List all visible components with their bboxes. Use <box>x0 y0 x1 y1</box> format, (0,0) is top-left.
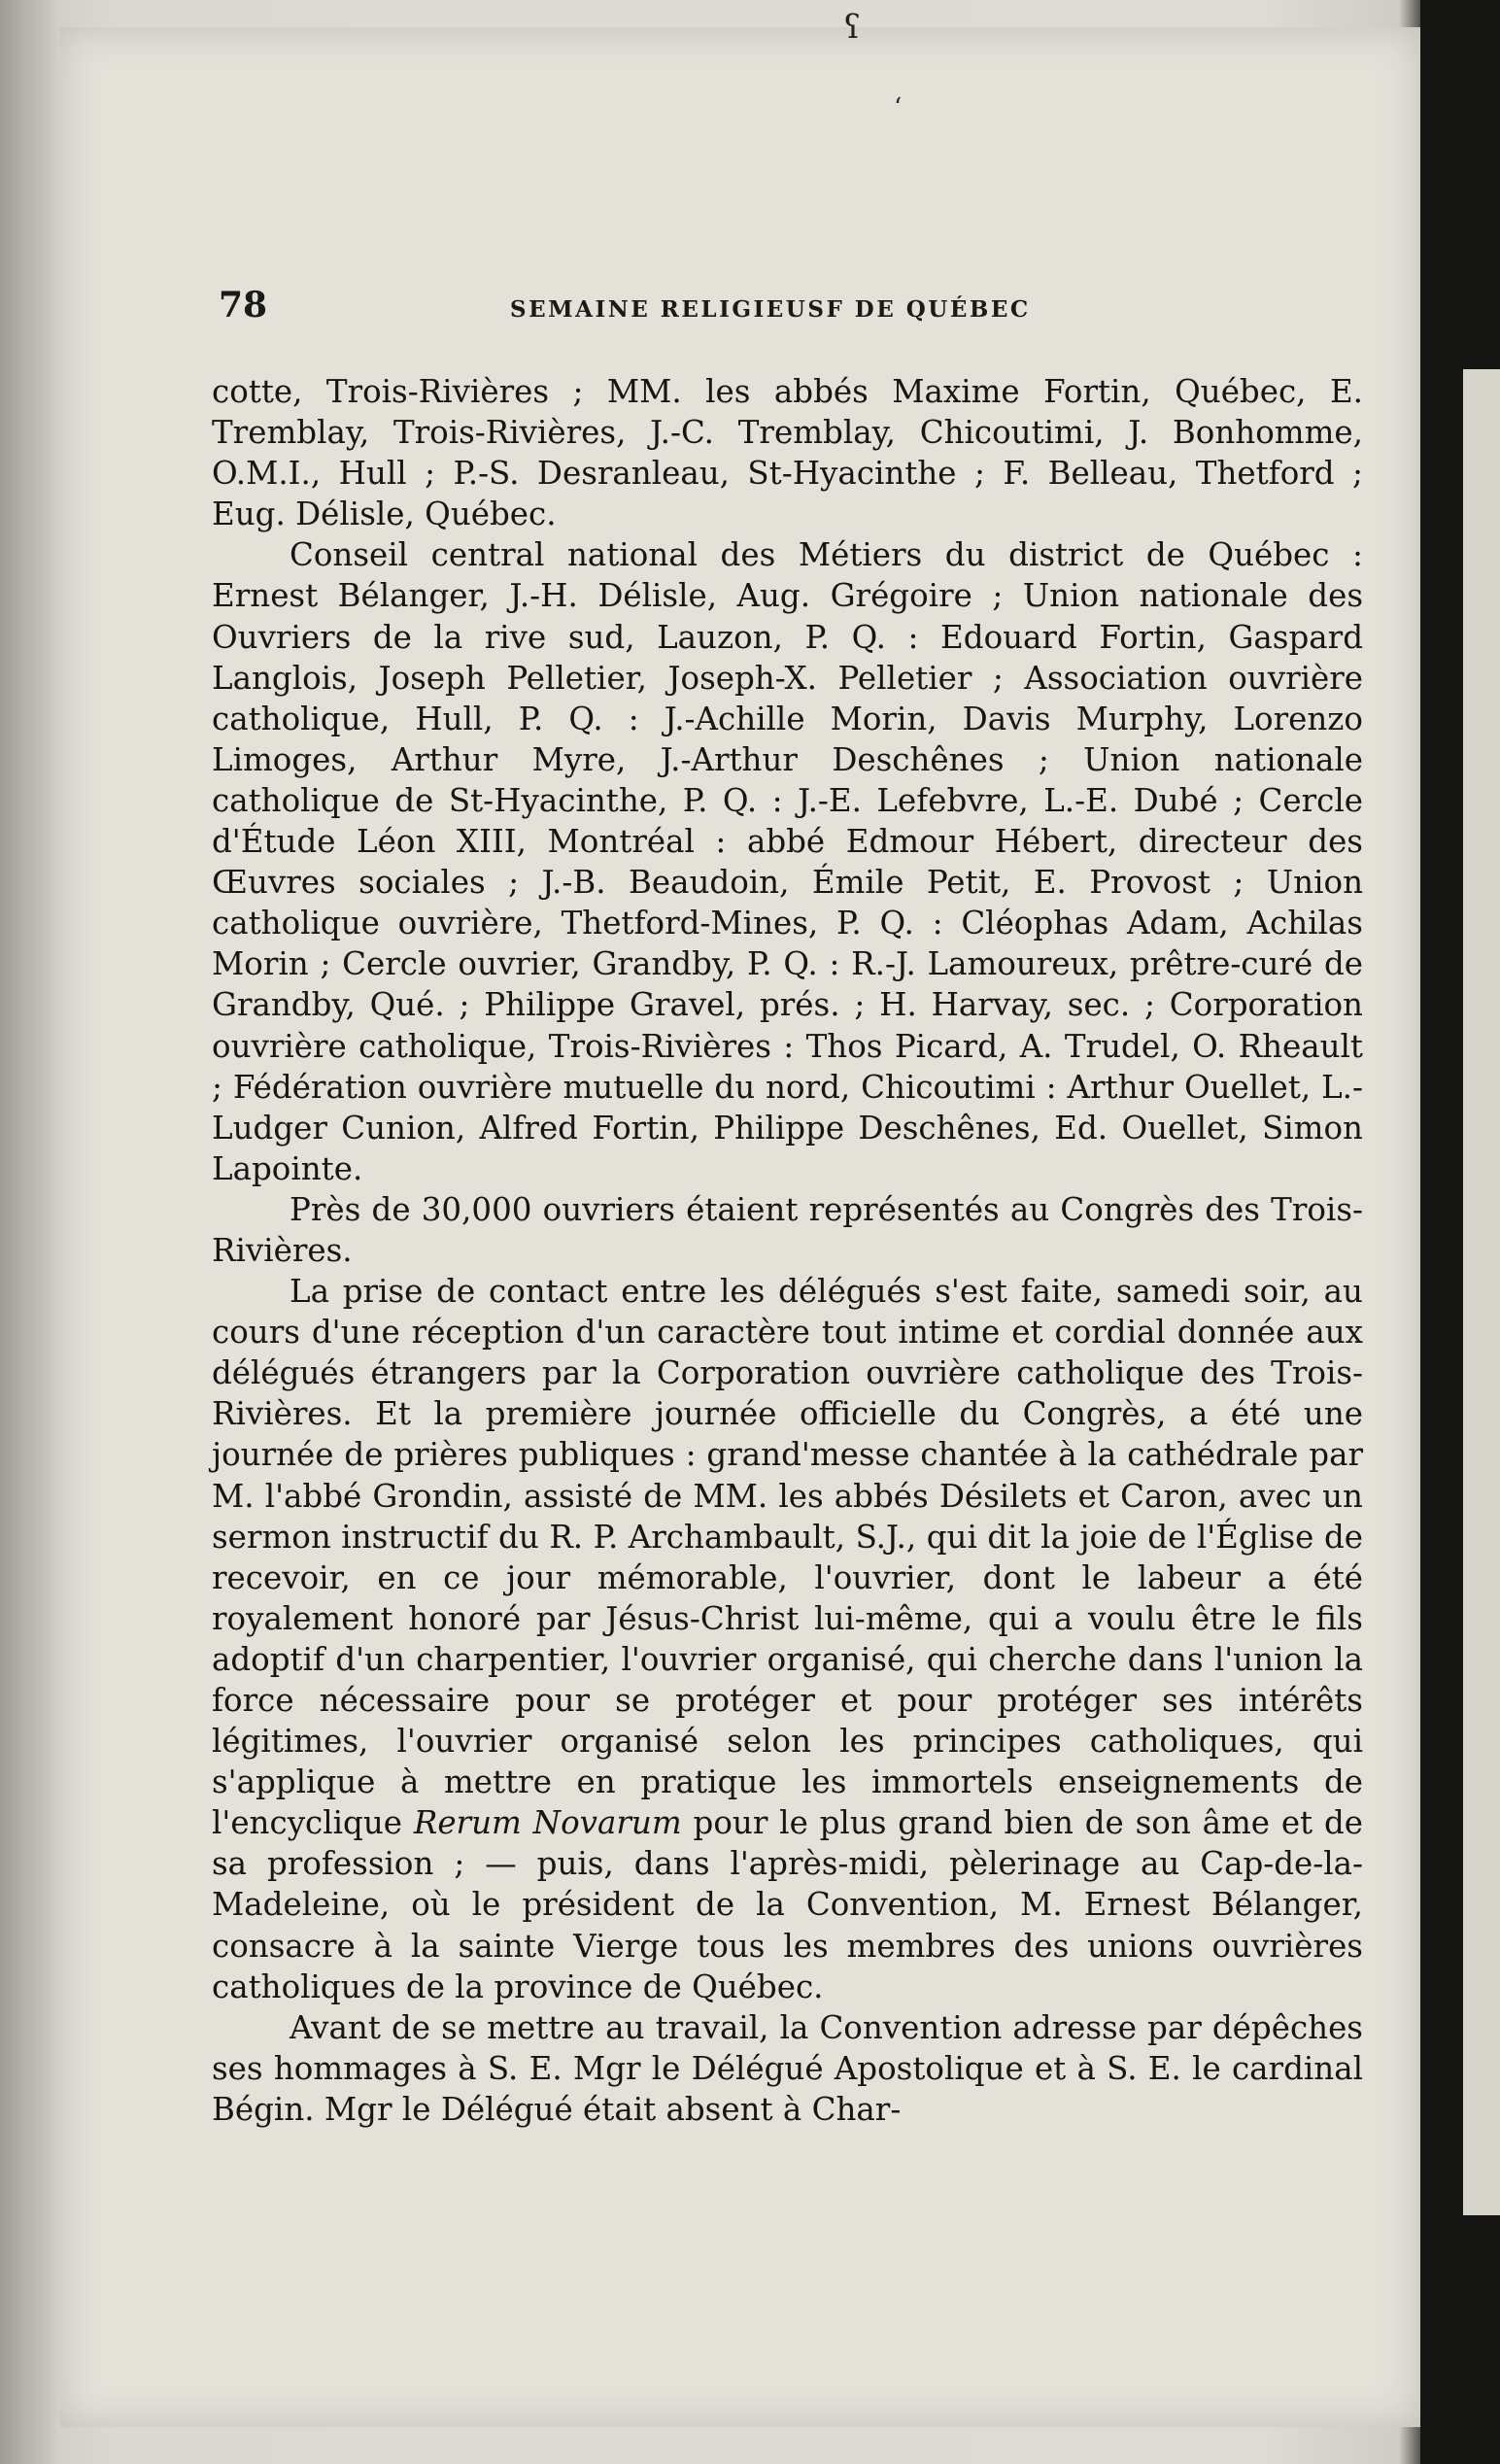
running-title: SEMAINE RELIGIEUSF DE QUÉBEC <box>510 296 1031 323</box>
paragraph-first-day <box>212 1271 1363 2007</box>
print-mark: ʕ <box>843 8 862 47</box>
page-number: 78 <box>219 285 268 325</box>
paragraph-text: pour le plus grand bien de son âme et de sa profession ; — puis, dans l'après-midi, pèlerinage au Cap-de-la-Madeleine, où le président de la Convention, M. Ernest Bélanger, consacre à la sainte Vierge tous les membres des unions ouvrières catholiques de la province de Québec. <box>212 1804 1363 2005</box>
running-head <box>219 285 1190 333</box>
paragraph-workers-count: Près de 30,000 ouvriers étaient représentés au Congrès des Trois-Rivières. <box>212 1190 1363 1269</box>
paragraph-delegates-clergy: cotte, Trois-Rivières ; MM. les abbés Maxime Fortin, Québec, E. Tremblay, Trois-Rivières, J.-C. Tremblay, Chicoutimi, J. Bonhomme, O.M.I., Hull ; P.-S. Desranleau, St-Hyacinthe ; F. Belleau, Thetford ; Eug. Délisle, Québec. <box>212 373 1363 533</box>
paragraph-delegates-unions: Conseil central national des Métiers du district de Québec : Ernest Bélanger, J.-H. Délisle, Aug. Grégoire ; Union nationale des Ouvriers de la rive sud, Lauzon, P. Q. : Edouard Fortin, Gaspard Langlois, Joseph Pelletier, Joseph-X. Pelletier ; Association ouvrière catholique, Hull, P. Q. : J.-Achille Morin, Davis Murphy, Lorenzo Limoges, Arthur Myre, J.-Arthur Deschênes ; Union nationale catholique de St-Hyacinthe, P. Q. : J.-E. Lefebvre, L.-E. Dubé ; Cercle d'Étude Léon XIII, Montréal : abbé Edmour Hébert, directeur des Œuvres sociales ; J.-B. Beaudoin, Émile Petit, E. Provost ; Union catholique ouvrière, Thetford-Mines, P. Q. : Cléophas Adam, Achilas Morin ; Cercle ouvrier, Grandby, P. Q. : R.-J. Lamoureux, prêtre-curé de Grandby, Qué. ; Philippe Gravel, prés. ; H. Harvay, sec. ; Corporation ouvrière catholique, Trois-Rivières : Thos Picard, A. Trudel, O. Rheault ; Fédération ouvrière mutuelle du nord, Chicoutimi : Arthur Ouellet, L.-Ludger Cunion, Alfred Fortin, Philippe Deschênes, Ed. Ouellet, Simon Lapointe. <box>212 536 1363 1187</box>
scan-left-edge <box>0 0 58 2464</box>
paragraph-convention-homage: Avant de se mettre au travail, la Convention adresse par dépêches ses hommages à S. E. Mgr le Délégué Apostolique et à S. E. le cardinal Bégin. Mgr le Délégué était absent à Char- <box>212 2008 1363 2128</box>
print-mark: ʻ <box>894 93 903 122</box>
encyclical-title: Rerum Novarum <box>413 1804 682 1842</box>
facing-page-edge <box>1463 369 1500 2215</box>
paragraph-text: La prise de contact entre les délégués s'est faite, samedi soir, au cours d'une réception d'un caractère tout intime et cordial donnée aux délégués étrangers par la Corporation ouvrière catholique des Trois-Rivières. Et la première journée officielle du Congrès, a été une journée de prières publiques : grand'messe chantée à la cathédrale par M. l'abbé Grondin, assisté de MM. les abbés Désilets et Caron, avec un sermon instructif du R. P. Archambault, S.J., qui dit la joie de l'Église de recevoir, en ce jour mémorable, l'ouvrier, dont le labeur a été royalement honoré par Jésus-Christ lui-même, qui a voulu être le fils adoptif d'un charpentier, l'ouvrier organisé, qui cherche dans l'union la force nécessaire pour se protéger et pour protéger ses intérêts légitimes, l'ouvrier organisé selon les principes catholiques, qui s'applique à mettre en pratique les immortels enseignements de l'encyclique <box>212 1273 1363 1842</box>
body-text <box>212 371 1363 2130</box>
